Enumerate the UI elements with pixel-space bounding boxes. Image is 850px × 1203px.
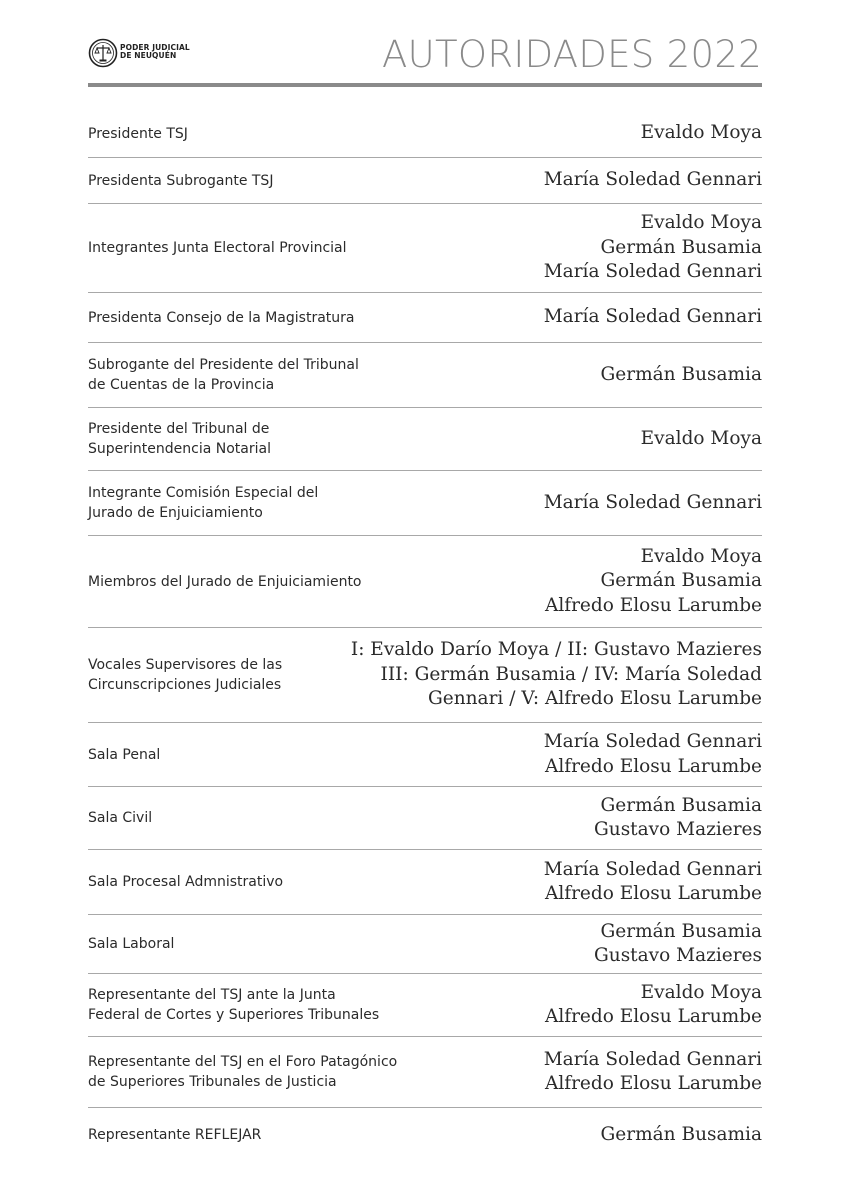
row-label: Representante del TSJ ante la Junta Federal de Cortes y Superiores Tribunales [88,987,380,1023]
poder-judicial-logo [88,38,198,72]
row-label: Sala Civil [88,810,153,826]
name-line: Germán Busamia [600,236,762,258]
name-line: Germán Busamia [600,920,762,942]
row-names [545,981,762,1030]
name-line: María Soledad Gennari [543,261,762,283]
row-label: Representante REFLEJAR [88,1127,262,1143]
row-label: Presidente del Tribunal de Superintendencia Notarial [88,421,271,457]
table-row [88,536,762,628]
table-row [88,408,762,471]
table-row [88,110,762,158]
row-label: Miembros del Jurado de Enjuiciamiento [88,573,362,590]
row-names [594,920,762,969]
row-names [544,1048,762,1097]
row-label: Presidenta Consejo de la Magistratura [88,309,355,326]
name-line: Evaldo Moya [640,427,762,449]
name-line: Alfredo Elosu Larumbe [544,1073,762,1094]
table-row [88,204,762,293]
row-names [544,730,762,779]
name-line: Evaldo Moya [640,545,762,567]
row-names [544,168,762,193]
name-line: María Soledad Gennari [543,731,762,752]
row-label: Presidente TSJ [88,125,188,142]
row-names [545,545,762,619]
name-line: Germán Busamia [600,1123,762,1145]
row-label: Subrogante del Presidente del Tribunal de Cuentas de la Provincia [88,357,359,393]
table-row [88,293,762,343]
name-line: Alfredo Elosu Larumbe [544,1006,762,1027]
name-line: Gennari / V: Alfredo Elosu Larumbe [428,688,762,710]
row-names [544,211,762,285]
row-label: Integrante Comisión Especial del Jurado de Enjuiciamiento [88,485,319,521]
name-line: María Soledad Gennari [543,306,762,328]
table-row [88,850,762,915]
table-row [88,915,762,974]
table-row [88,158,762,204]
row-label: Integrantes Junta Electoral Provincial [88,240,347,256]
row-names [641,121,762,146]
table-row [88,1108,762,1162]
table-row [88,471,762,536]
name-line: Evaldo Moya [640,212,762,234]
logo-wordmark [120,44,190,60]
name-line: Evaldo Moya [640,981,762,1003]
table-row [88,787,762,850]
name-line: Alfredo Elosu Larumbe [544,883,762,904]
name-line: Germán Busamia [600,363,762,385]
logo-line-2: DE NEUQUÉN [120,51,177,60]
row-names [351,638,762,712]
row-names [544,305,762,330]
row-names [544,858,762,907]
table-row [88,974,762,1037]
row-names [594,794,762,843]
row-label: Sala Laboral [88,936,175,952]
row-label: Sala Procesal Admnistrativo [88,874,284,890]
name-line: Evaldo Moya [640,122,762,144]
name-line: Gustavo Mazieres [594,819,762,840]
name-line: I: Evaldo Darío Moya / II: Gustavo Mazieres [350,639,762,661]
header-divider [88,83,762,87]
name-line: Germán Busamia [600,570,762,592]
row-names [641,427,762,452]
page-title: AUTORIDADES 2022 [382,33,762,76]
court-seal-icon [88,38,118,68]
row-names [601,363,762,388]
row-label: Vocales Supervisores de las Circunscripciones Judiciales [88,657,283,693]
row-names [544,491,762,516]
table-row [88,343,762,408]
row-label: Presidenta Subrogante TSJ [88,172,274,189]
row-label: Representante del TSJ en el Foro Patagónico de Superiores Tribunales de Justicia [88,1054,398,1090]
name-line: María Soledad Gennari [543,491,762,513]
name-line: María Soledad Gennari [543,1048,762,1070]
name-line: Germán Busamia [600,794,762,816]
name-line: Gustavo Mazieres [594,945,762,966]
authorities-table [88,110,762,1162]
table-row [88,1037,762,1108]
name-line: III: Germán Busamia / IV: María Soledad [380,663,762,685]
logo-line-1: PODER JUDICIAL [120,43,190,52]
row-label: Sala Penal [88,746,161,763]
name-line: María Soledad Gennari [543,858,762,880]
name-line: María Soledad Gennari [543,169,762,191]
row-names [601,1123,762,1148]
table-row [88,628,762,723]
table-row [88,723,762,787]
name-line: Alfredo Elosu Larumbe [544,594,762,616]
name-line: Alfredo Elosu Larumbe [544,755,762,777]
